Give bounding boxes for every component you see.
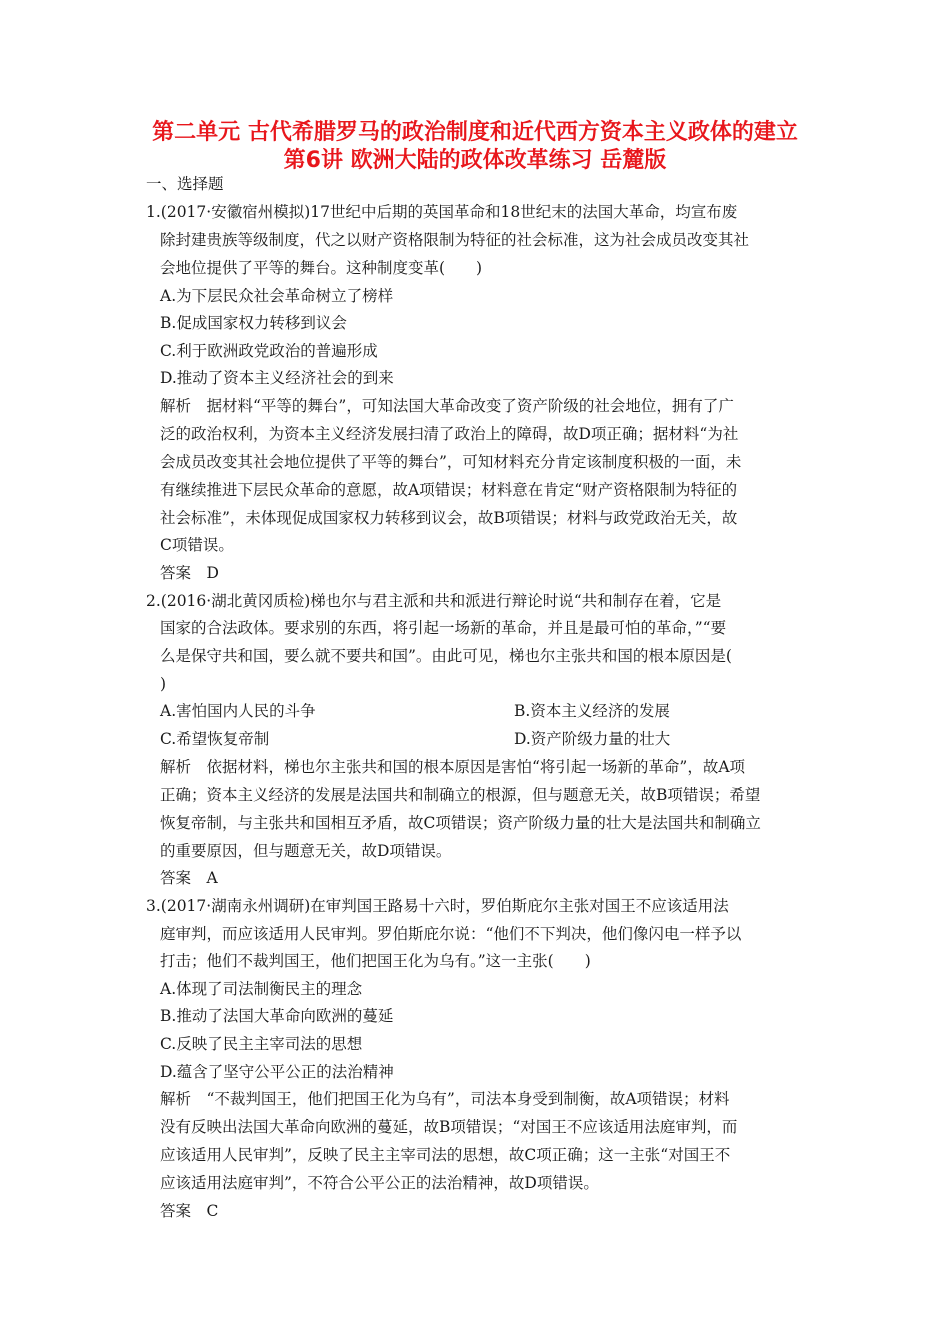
question-3-analysis: 没有反映出法国大革命向欧洲的蔓延，故B项错误；“对国王不应该适用法庭审判，而 bbox=[160, 1118, 738, 1136]
question-1-analysis: C项错误。 bbox=[160, 536, 234, 554]
question-1-answer: 答案 D bbox=[160, 564, 219, 582]
question-3-stem: 庭审判，而应该适用人民审判。罗伯斯庇尔说：“他们不下判决，他们像闪电一样予以 bbox=[160, 925, 742, 943]
question-1-analysis: 有继续推进下层民众革命的意愿，故A项错误；材料意在肯定“财产资格限制为特征的 bbox=[160, 481, 738, 499]
document-title: 第二单元 古代希腊罗马的政治制度和近代西方资本主义政体的建立 bbox=[152, 120, 798, 145]
question-2-stem: 么是保守共和国，要么就不要共和国”。由此可见，梯也尔主张共和国的根本原因是( bbox=[160, 647, 732, 665]
question-3-answer: 答案 C bbox=[160, 1202, 219, 1220]
question-3-stem: 打击；他们不裁判国王，他们把国王化为乌有。”这一主张( ) bbox=[160, 952, 591, 970]
question-3-option-d: D.蕴含了坚守公平公正的法治精神 bbox=[160, 1063, 394, 1081]
question-2-option-c: C.希望恢复帝制 bbox=[160, 730, 270, 748]
question-3-analysis: 应该适用人民审判”，反映了民主主宰司法的思想，故C项正确；这一主张“对国王不 bbox=[160, 1146, 731, 1164]
question-1-option-b: B.促成国家权力转移到议会 bbox=[160, 314, 347, 332]
question-1-option-d: D.推动了资本主义经济社会的到来 bbox=[160, 369, 394, 387]
question-2-stem: 2.(2016·湖北黄冈质检)梯也尔与君主派和共和派进行辩论时说“共和制存在着，它是 bbox=[146, 592, 722, 610]
question-2-analysis: 解析 依据材料，梯也尔主张共和国的根本原因是害怕“将引起一场新的革命”，故A项 bbox=[160, 758, 746, 776]
question-1-analysis: 社会标准”，未体现促成国家权力转移到议会，故B项错误；材料与政党政治无关，故 bbox=[160, 509, 738, 527]
question-1-analysis: 泛的政治权利，为资本主义经济发展扫清了政治上的障碍，故D项正确；据材料“为社 bbox=[160, 425, 739, 443]
question-2-stem: 国家的合法政体。要求别的东西，将引起一场新的革命，并且是最可怕的革命，”“要 bbox=[160, 619, 727, 637]
question-3-option-b: B.推动了法国大革命向欧洲的蔓延 bbox=[160, 1007, 394, 1025]
question-2-option-b: B.资本主义经济的发展 bbox=[514, 702, 670, 720]
question-3-option-c: C.反映了民主主宰司法的思想 bbox=[160, 1035, 363, 1053]
question-1-option-c: C.利于欧洲政党政治的普遍形成 bbox=[160, 342, 378, 360]
question-2-analysis: 的重要原因，但与题意无关，故D项错误。 bbox=[160, 842, 452, 860]
question-1-stem: 除封建贵族等级制度，代之以财产资格限制为特征的社会标准，这为社会成员改变其社 bbox=[160, 231, 750, 249]
question-1-analysis: 会成员改变其社会地位提供了平等的舞台”，可知材料充分肯定该制度积极的一面，未 bbox=[160, 453, 742, 471]
question-1-analysis: 解析 据材料“平等的舞台”，可知法国大革命改变了资产阶级的社会地位，拥有了广 bbox=[160, 397, 734, 415]
question-3-analysis: 解析 “不裁判国王，他们把国王化为乌有”，司法本身受到制衡，故A项错误；材料 bbox=[160, 1090, 730, 1108]
question-1-stem: 1.(2017·安徽宿州模拟)17世纪中后期的英国革命和18世纪末的法国大革命，均宣布废 bbox=[146, 203, 738, 221]
question-2-option-d: D.资产阶级力量的壮大 bbox=[514, 730, 671, 748]
question-2-stem: ) bbox=[160, 675, 167, 693]
question-3-analysis: 应该适用法庭审判”，不符合公平公正的法治精神，故D项错误。 bbox=[160, 1174, 599, 1192]
question-1-stem: 会地位提供了平等的舞台。这种制度变革( ) bbox=[160, 259, 483, 277]
document-subtitle: 第6讲 欧洲大陆的政体改革练习 岳麓版 bbox=[283, 148, 667, 173]
question-2-answer: 答案 A bbox=[160, 869, 218, 887]
question-2-option-a: A.害怕国内人民的斗争 bbox=[160, 702, 316, 720]
question-1-option-a: A.为下层民众社会革命树立了榜样 bbox=[160, 287, 394, 305]
section-heading: 一、选择题 bbox=[146, 175, 224, 193]
question-2-analysis: 恢复帝制，与主张共和国相互矛盾，故C项错误；资产阶级力量的壮大是法国共和制确立 bbox=[160, 814, 761, 832]
question-3-stem: 3.(2017·湖南永州调研)在审判国王路易十六时，罗伯斯庇尔主张对国王不应该适用法 bbox=[146, 897, 729, 915]
question-3-option-a: A.体现了司法制衡民主的理念 bbox=[160, 980, 363, 998]
question-2-analysis: 正确；资本主义经济的发展是法国共和制确立的根源，但与题意无关，故B项错误；希望 bbox=[160, 786, 761, 804]
